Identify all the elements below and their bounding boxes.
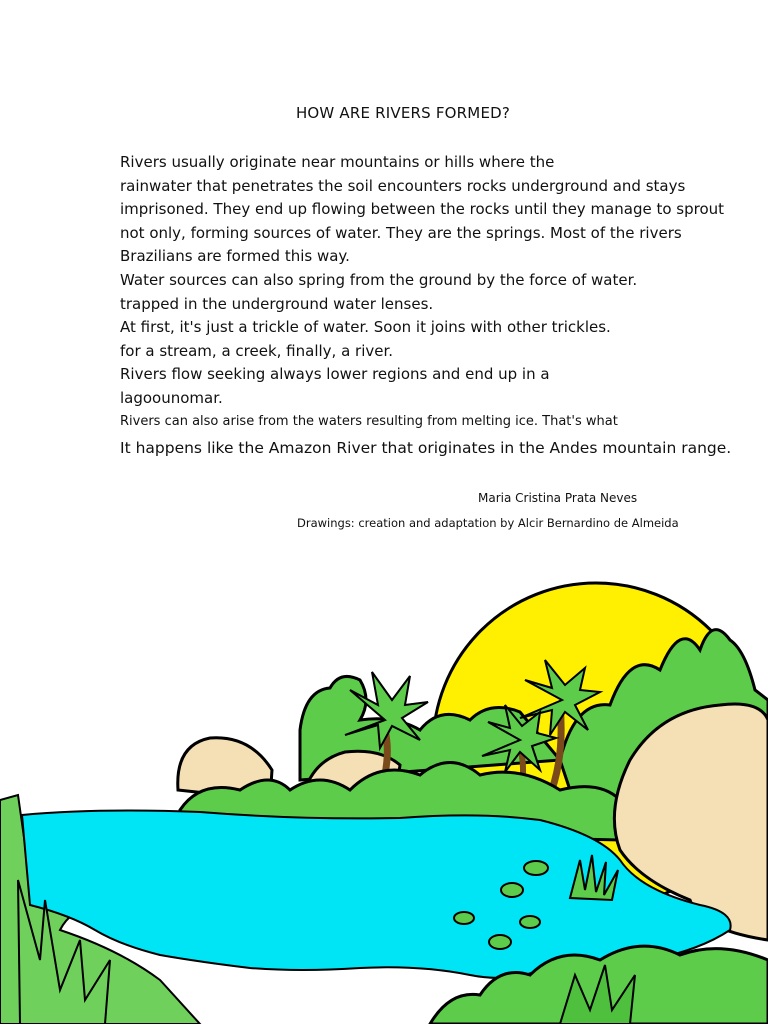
lily-pad	[489, 935, 511, 949]
text-line: Water sources can also spring from the ground by the force of water.	[120, 270, 638, 289]
text-line: It happens like the Amazon River that originates in the Andes mountain range.	[120, 438, 732, 457]
drawing-credits: Drawings: creation and adaptation by Alcir Bernardino de Almeida	[297, 516, 679, 530]
text-line: Rivers flow seeking always lower regions and end up in a	[120, 365, 550, 384]
body-text	[120, 151, 765, 463]
page-title: HOW ARE RIVERS FORMED?	[295, 104, 511, 122]
lily-pad	[501, 883, 523, 897]
text-line: not only, forming sources of water. They are the springs. Most of the rivers	[120, 223, 682, 242]
text-line: trapped in the underground water lenses.	[120, 294, 434, 313]
text-line: At first, it's just a trickle of water. Soon it joins with other trickles.	[120, 318, 611, 337]
author-name: Maria Cristina Prata Neves	[478, 491, 638, 505]
text-line: lagoounomar.	[120, 388, 223, 407]
lily-pad	[524, 861, 548, 875]
text-line: Rivers usually originate near mountains or hills where the	[120, 153, 555, 171]
text-line: Rivers can also arise from the waters resulting from melting ice. That's what	[120, 413, 618, 429]
text-line: Brazilians are formed this way.	[120, 247, 350, 266]
text-line: imprisoned. They end up flowing between the rocks until they manage to sprout	[120, 200, 725, 219]
lily-pad	[520, 916, 540, 928]
lily-pad	[454, 912, 474, 924]
text-line: for a stream, a creek, finally, a river.	[120, 341, 394, 360]
river-landscape-illustration	[0, 560, 768, 1024]
text-line: rainwater that penetrates the soil encounters rocks underground and stays	[120, 176, 686, 195]
